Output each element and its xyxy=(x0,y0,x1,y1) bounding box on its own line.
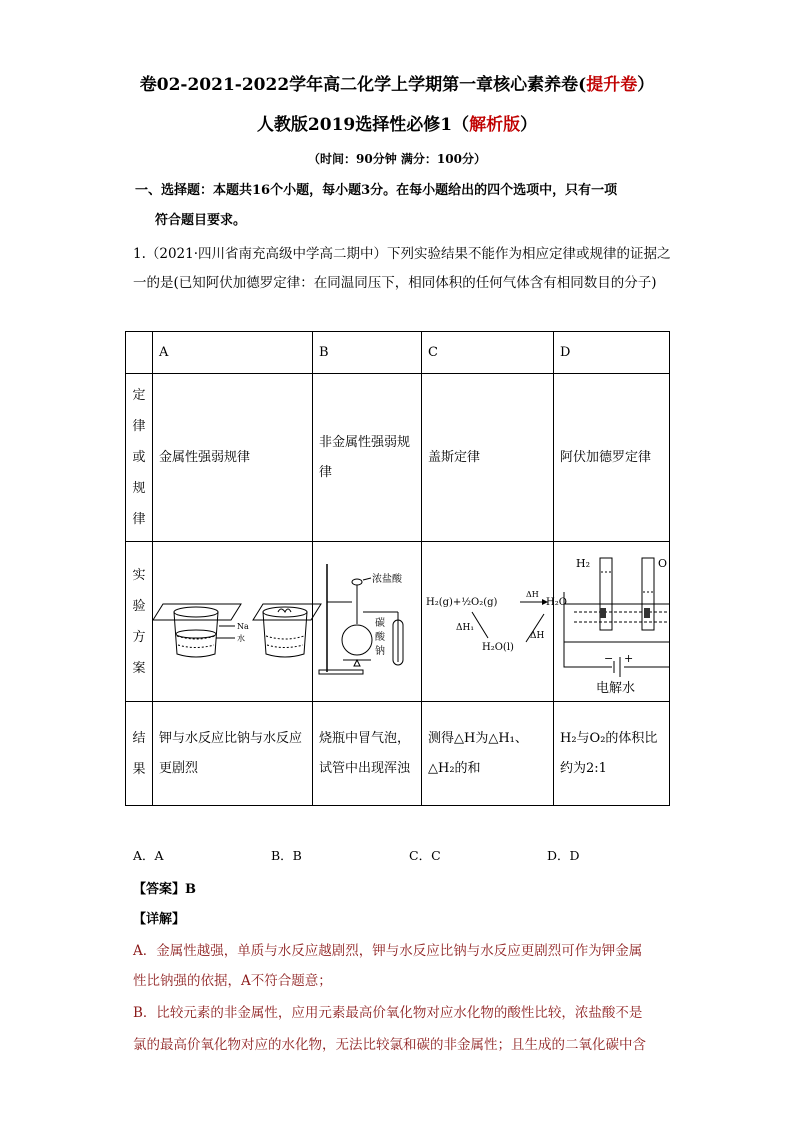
exp-b xyxy=(313,542,422,702)
hess-law-diagram xyxy=(422,542,567,697)
header-c: C xyxy=(422,332,554,374)
exp-c xyxy=(422,542,567,702)
label-dh1: ΔH₁ xyxy=(456,623,474,633)
law-a: 金属性强弱规律 xyxy=(153,374,313,542)
table-header-row xyxy=(126,332,670,374)
title-end: ） xyxy=(637,75,655,95)
explanation-line: 氯的最高价氧化物对应的水化物，无法比较氯和碳的非金属性；且生成的二氧化碳中含 xyxy=(133,1037,646,1053)
exam-info: （时间：90分钟 满分：100分） xyxy=(308,152,486,166)
row-label-result: 结 果 xyxy=(126,702,153,806)
subtitle-end: ） xyxy=(520,115,538,135)
explanation-line: B．比较元素的非金属性，应用元素最高价氧化物对应水化物的酸性比较，浓盐酸不是 xyxy=(133,1005,643,1021)
label-carbonate-2: 酸 xyxy=(375,632,385,643)
result-b: 烧瓶中冒气泡，试管中出现浑浊 xyxy=(313,702,422,806)
answer: 【答案】B xyxy=(133,882,196,897)
title-text: 卷02-2021-2022学年高二化学上学期第一章核心素养卷( xyxy=(139,75,587,95)
header-a: A xyxy=(153,332,313,374)
law-d: 阿伏加德罗定律 xyxy=(554,374,670,542)
exp-d xyxy=(554,542,670,702)
label-carbonate-3: 钠 xyxy=(375,646,385,657)
explanation-line: A．金属性越强，单质与水反应越剧烈，钾与水反应比钠与水反应更剧烈可作为钾金属 xyxy=(133,943,643,959)
label-h2o-liquid: H₂O(l) xyxy=(482,642,514,653)
row-label-experiment: 实 验 方 案 xyxy=(126,542,153,702)
label-equation: H₂(g)+½O₂(g) xyxy=(426,597,498,608)
exp-a xyxy=(153,542,313,702)
label-h2o-right: H₂O xyxy=(546,597,567,608)
table-row-experiment xyxy=(126,542,670,702)
label-acid: 浓盐酸 xyxy=(372,574,402,585)
label-dh: ΔH xyxy=(526,590,539,599)
section-heading-line1: 一、选择题：本题共16个小题，每小题3分。在每小题给出的四个选项中，只有一项 xyxy=(135,183,618,198)
beakers-diagram xyxy=(153,542,313,697)
question-table xyxy=(125,331,670,806)
result-d: H₂与O₂的体积比约为2:1 xyxy=(554,702,670,806)
explanation-line: 性比钠强的依据，A不符合题意； xyxy=(133,973,332,989)
question-text: 1.（2021·四川省南充高级中学高二期中）下列实验结果不能作为相应定律或规律的证据之一的是(已知阿伏加德罗定律：在同温同压下，相同体积的任何气体含有相同数目的分子) xyxy=(133,246,671,291)
label-dh2: ΔH xyxy=(530,631,545,641)
detail-heading: 【详解】 xyxy=(133,912,186,927)
electrolysis-diagram xyxy=(554,542,670,697)
label-plus: + xyxy=(624,652,634,665)
header-d: D xyxy=(554,332,670,374)
result-a: 钾与水反应比钠与水反应更剧烈 xyxy=(153,702,313,806)
law-c: 盖斯定律 xyxy=(422,374,554,542)
option-d: D．D xyxy=(547,848,580,863)
label-na: Na xyxy=(237,622,249,631)
section-heading-line2: 符合题目要求。 xyxy=(155,213,247,228)
header-b: B xyxy=(313,332,422,374)
label-o2: O xyxy=(658,557,668,570)
subtitle-highlight: 解析版 xyxy=(469,115,521,135)
document-title xyxy=(0,70,794,95)
subtitle-text: 人教版2019选择性必修1（ xyxy=(256,115,470,135)
label-electrolysis: 电解水 xyxy=(596,681,636,696)
option-c: C．C xyxy=(409,848,441,863)
table-row-result xyxy=(126,702,670,806)
option-b: B．B xyxy=(271,848,302,863)
result-c: 测得△H为△H₁、△H₂的和 xyxy=(422,702,554,806)
table-corner xyxy=(126,332,153,374)
law-b: 非金属性强弱规律 xyxy=(313,374,422,542)
flask-apparatus-diagram xyxy=(313,542,422,697)
label-minus: − xyxy=(604,652,614,665)
row-label-law: 定 律 或 规 律 xyxy=(126,374,153,542)
label-carbonate-1: 碳 xyxy=(375,618,385,629)
label-h2: H₂ xyxy=(576,557,591,570)
label-water: 水 xyxy=(237,634,245,643)
table-row-law xyxy=(126,374,670,542)
document-subtitle-line xyxy=(0,110,794,135)
title-highlight: 提升卷 xyxy=(586,75,638,95)
option-a: A．A xyxy=(133,848,164,863)
